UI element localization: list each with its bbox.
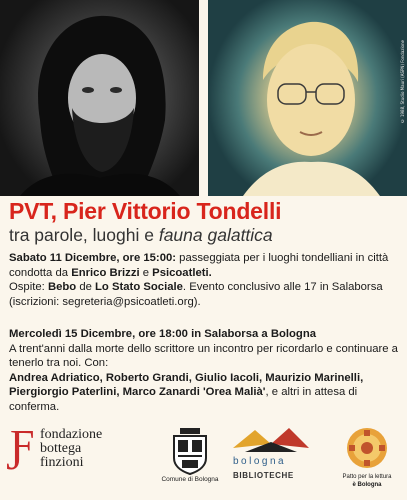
event-1-text1: passeggiata per i luoghi tondelliani in città condotta da (9, 252, 389, 279)
event-1-guest-of: de (76, 281, 96, 293)
comune-label: Comune di Bologna (161, 476, 219, 483)
sponsor-logos (0, 422, 407, 500)
bib-name: BIBLIOTECHE (233, 471, 294, 480)
event-2-text1: A trent'anni dalla morte dello scrittore un incontro per ricordarlo e continuare a tenerlo tra noi. Con: (9, 342, 398, 369)
event-1-and: e (139, 266, 153, 279)
bib-city: bologna (233, 456, 287, 467)
fbf-mark-icon: Ƒ (10, 421, 35, 470)
crest-icon (156, 424, 224, 476)
patto-circle-icon (330, 424, 404, 472)
event-1-date: Sabato 11 Dicembre, ore 15:00: (9, 252, 177, 264)
page-title: PVT, Pier Vittorio Tondelli (9, 198, 282, 224)
fbf-line3: finzioni (40, 455, 84, 470)
portrait-photo-right (208, 0, 407, 196)
fondazione-bottega-finzioni-logo (10, 422, 130, 482)
portrait-right-drawing (208, 0, 407, 196)
patto-per-la-lettura-logo (330, 424, 404, 494)
book-pages-icon (225, 424, 317, 456)
fbf-text (40, 428, 102, 470)
event-1-text2: . Evento conclusivo alle 17 in Salaborsa (iscrizioni: segreteria@psicoatleti.org). (9, 281, 383, 308)
event-2 (9, 327, 401, 414)
event-1 (9, 251, 401, 309)
event-1-band: Lo Stato Sociale (95, 281, 183, 293)
portrait-photo-left (0, 0, 199, 196)
subtitle-part1: tra parole, luoghi e (9, 225, 159, 245)
fbf-line2: bottega (40, 441, 82, 456)
event-1-name2: Psicoatleti. (152, 266, 212, 279)
patto-line2: è Bologna (352, 482, 382, 488)
bologna-biblioteche-logo (225, 424, 317, 494)
subtitle-part2: fauna galattica (158, 225, 273, 245)
header-photos (0, 0, 407, 196)
event-2-date: Mercoledì 15 Dicembre, ore 18:00 in Salaborsa a Bologna (9, 328, 317, 340)
event-1-guest: Bebo (47, 281, 77, 293)
event-2-guests: Andrea Adriatico, Roberto Grandi, Giulio Iacoli, Maurizio Marinelli, Piergiorgio Paterlini, Marco Zanardi 'Orea Malià' (9, 371, 364, 398)
event-1-name1: Enrico Brizzi (71, 266, 140, 279)
fbf-line1: fondazione (40, 427, 103, 442)
photo-credit: © 1988, Studio Mauri (ASPN) Fondazione (400, 40, 405, 124)
comune-di-bologna-logo (156, 424, 224, 494)
portrait-left-drawing (0, 0, 199, 196)
patto-line1: Patto per la lettura (342, 474, 392, 480)
page-subtitle (9, 225, 273, 246)
event-1-guest-label: Ospite: (9, 281, 48, 293)
event-2-text2: , e altri in attesa di conferma. (9, 386, 358, 413)
